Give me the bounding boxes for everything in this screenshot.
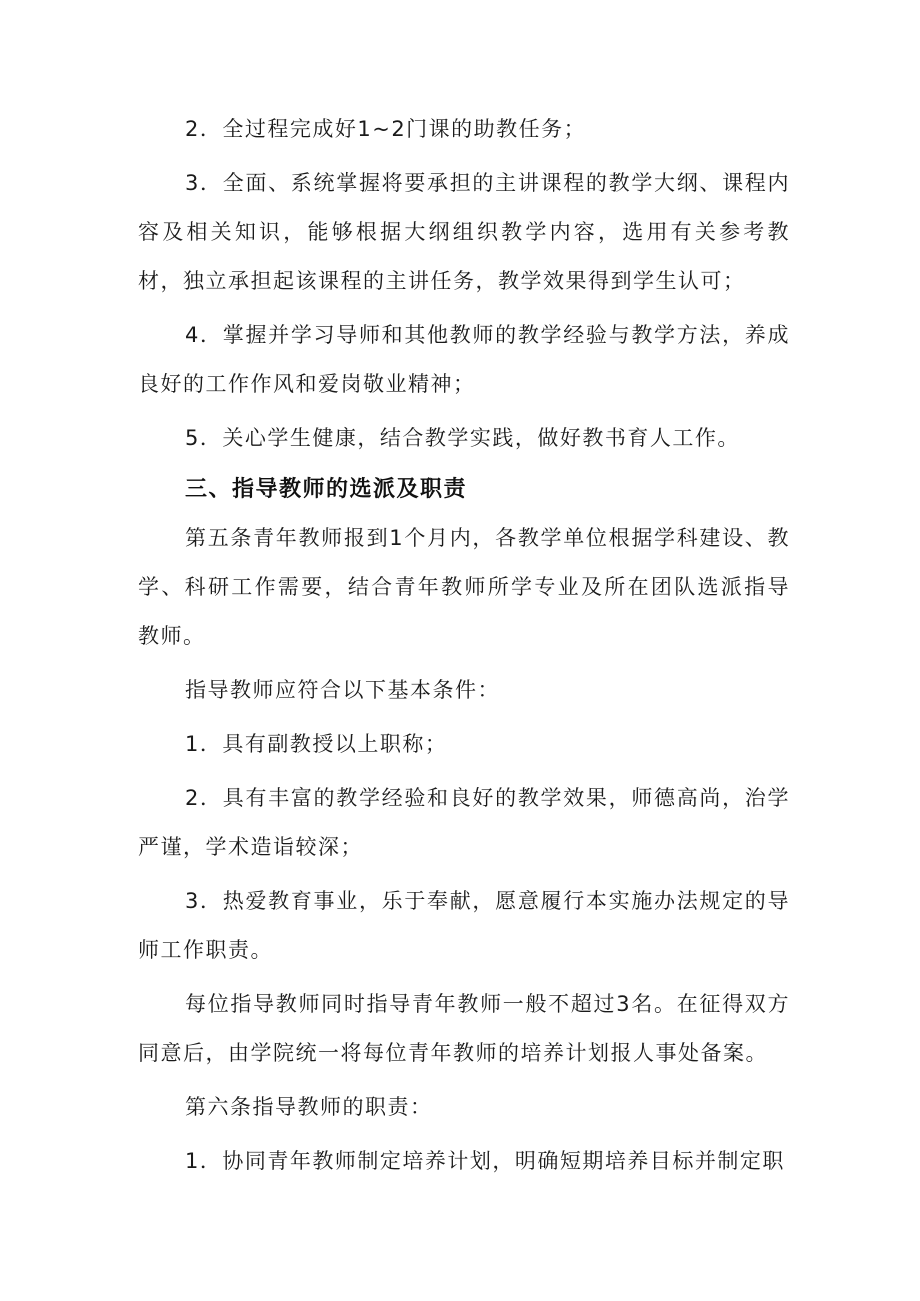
article-5-paragraph: 第五条青年教师报到1个月内，各教学单位根据学科建设、教学、科研工作需要，结合青年教师所学专业及所在团队选派指导教师。 bbox=[138, 526, 790, 648]
condition-item-1: 1．具有副教授以上职称； bbox=[185, 732, 448, 756]
supervision-limit-paragraph: 每位指导教师同时指导青年教师一般不超过3名。在征得双方同意后，由学院统一将每位青年教师的培养计划报人事处备案。 bbox=[138, 992, 790, 1065]
paragraph-item-3: 3．全面、系统掌握将要承担的主讲课程的教学大纲、课程内容及相关知识，能够根据大纲组织教学内容，选用有关参考教材，独立承担起该课程的主讲任务，教学效果得到学生认可； bbox=[138, 171, 790, 293]
paragraph-item-4: 4．掌握并学习导师和其他教师的教学经验与教学方法，养成良好的工作作风和爱岗敬业精神； bbox=[138, 323, 790, 396]
duty-item-1: 1．协同青年教师制定培养计划，明确短期培养目标并制定职 bbox=[185, 1149, 785, 1173]
paragraph-item-2: 2．全过程完成好1~2门课的助教任务； bbox=[185, 117, 587, 141]
document-body bbox=[138, 105, 790, 1186]
condition-item-3: 3．热爱教育事业，乐于奉献，愿意履行本实施办法规定的导师工作职责。 bbox=[138, 889, 790, 962]
condition-item-2: 2．具有丰富的教学经验和良好的教学效果，师德高尚，治学严谨，学术造诣较深； bbox=[138, 786, 790, 859]
section-heading: 三、指导教师的选派及职责 bbox=[185, 477, 468, 502]
conditions-intro: 指导教师应符合以下基本条件： bbox=[185, 678, 500, 702]
paragraph-item-5: 5．关心学生健康，结合教学实践，做好教书育人工作。 bbox=[185, 426, 740, 450]
article-6-heading: 第六条指导教师的职责： bbox=[185, 1095, 433, 1119]
